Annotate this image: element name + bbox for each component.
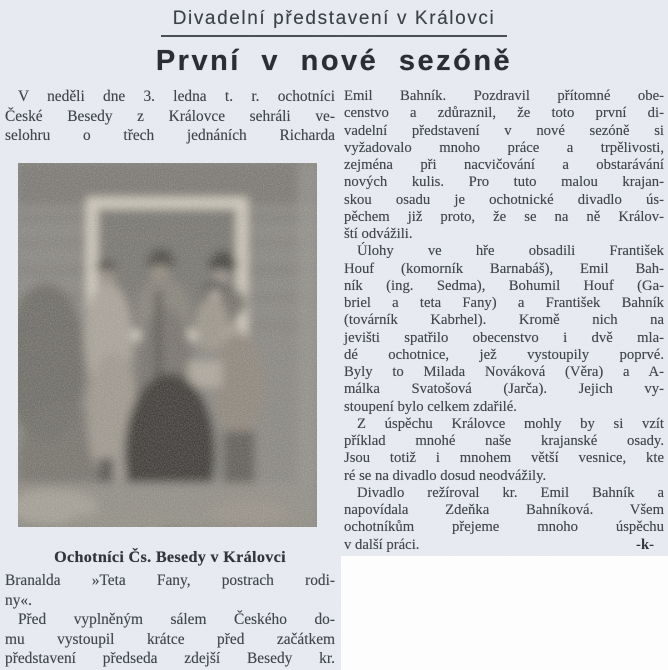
text-line: skou osadu je ochotnické divadlo ús- (344, 191, 664, 208)
text-line: ník (ing. Sedma), Bohumil Houf (Ga- (344, 277, 664, 294)
text-line: zejména při nacvičování a obstarávání (344, 157, 664, 173)
text-line: Úlohy ve hře obsadili František (357, 243, 664, 260)
text-line: napovídala Zdeňka Bahníková. Všem (344, 502, 664, 518)
text-line: vyžadovalo mnoho práce a trpělivosti, (344, 139, 664, 156)
text-line: Emil Bahník. Pozdravil přítomné obe- (344, 88, 664, 104)
paragraph-continuation (344, 88, 664, 243)
text-line: (továrník Kabrhel). Kromě nich na (344, 312, 664, 329)
text-line: Před vyplněným sálem Českého do- (18, 611, 335, 628)
text-line: stoupení bylo celkem zdařilé. (344, 398, 517, 415)
text-line: ny«. (5, 591, 32, 609)
author-initial: -k- (636, 536, 654, 553)
text-line: ré se na divadlo dosud neodvážily. (344, 467, 547, 484)
text-line: Jsou totiž i mnohem větší vesnice, kte (344, 450, 664, 467)
text-line: selohru o třech jednáních Richarda (5, 127, 335, 144)
right-column (344, 88, 664, 554)
text-line: pěchem již proto, že se na ně Králov- (344, 208, 664, 225)
text-line: Byly to Milada Nováková (Věra) a A- (344, 364, 664, 380)
text-line: briel a teta Fany) a František Bahník (344, 295, 664, 311)
left-column (5, 87, 335, 669)
article-kicker: Divadelní představení v Královci (161, 8, 508, 37)
page-margin-white (341, 556, 668, 670)
text-line: ští odvážili. (344, 226, 413, 242)
article-headline: První v nové sezóně (155, 45, 513, 77)
text-line: censtvo a zdůraznil, že toto první di- (344, 105, 664, 122)
text-line: mu vystoupil krátce před začátkem (5, 630, 335, 648)
paragraph-play-title (5, 571, 335, 610)
text-line: České Besedy z Královce sehráli ve- (5, 107, 335, 125)
intro-paragraph (5, 87, 335, 146)
paragraph-cast (344, 243, 664, 416)
text-line: Branalda »Teta Fany, postrach rodi- (5, 572, 335, 589)
text-line: Z úspěchu Královce mohly by si vzít (357, 415, 664, 432)
paragraph-opening-speech (5, 610, 335, 669)
paragraph-example (344, 416, 664, 485)
text-line: V neděli dne 3. ledna t. r. ochotníci (18, 88, 335, 105)
text-line: představení předseda zdejší Besedy kr. (5, 650, 335, 667)
closing-row (344, 537, 664, 554)
paragraph-credits (344, 485, 664, 537)
photo-image (18, 163, 317, 527)
text-line: ochotníkům přejeme mnoho úspěchu (344, 519, 664, 536)
text-line: Divadlo režíroval kr. Emil Bahník a (357, 484, 664, 501)
closing-text: v další práci. (344, 536, 420, 553)
text-line: jevišti spatřilo obecenstvo i dvě mla- (344, 329, 664, 346)
article-photo (18, 163, 317, 527)
kicker-row (0, 8, 668, 37)
text-line: málka Svatošová (Jarča). Jejich vy- (344, 381, 664, 398)
text-line: vadelní představení v nové sezóně si (344, 122, 664, 139)
text-line: dé ochotnice, jež vystoupily poprvé. (344, 346, 664, 363)
photo-caption: Ochotníci Čs. Besedy v Královci (54, 547, 286, 566)
text-line: Houf (komorník Barnabáš), Emil Bah- (344, 260, 664, 277)
text-line: příklad mnohé naše krajanské osady. (344, 433, 664, 449)
text-line: nových kulis. Pro tuto malou krajan- (344, 174, 664, 191)
